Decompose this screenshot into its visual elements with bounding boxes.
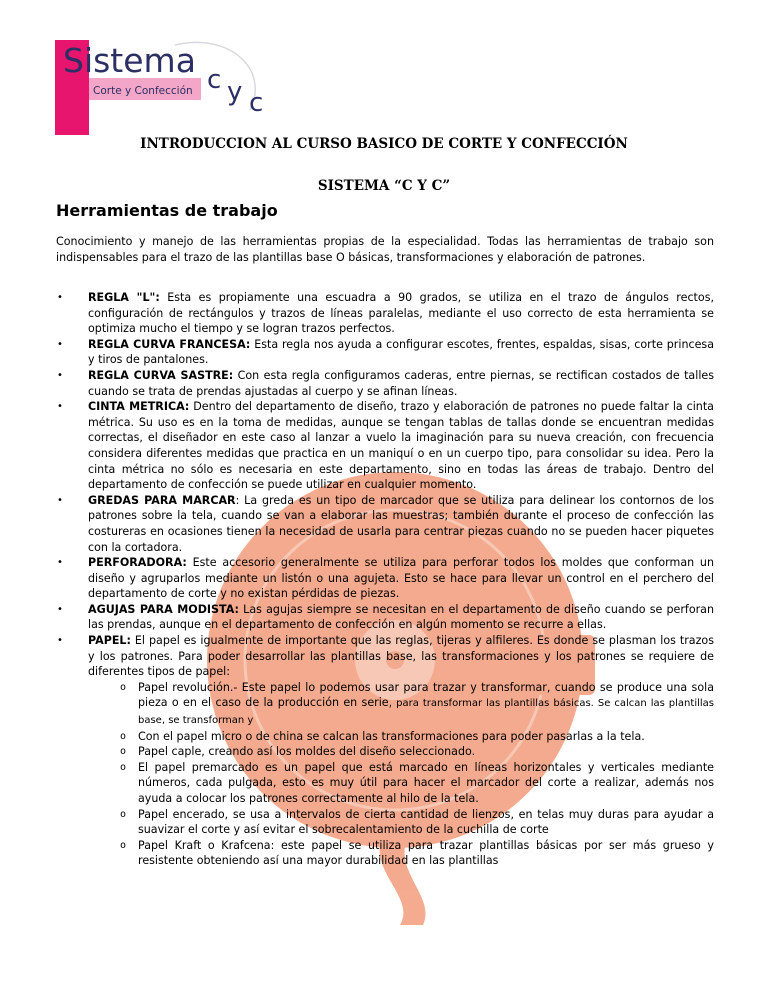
logo-tagline: Corte y Confección xyxy=(93,85,193,97)
tool-term: PAPEL: xyxy=(88,634,131,648)
list-item xyxy=(120,807,714,838)
list-item xyxy=(56,602,714,633)
list-item xyxy=(56,493,714,555)
list-item xyxy=(56,368,714,399)
paper-description: Papel Kraft o Krafcena: este papel se utiliza para trazar plantillas básicas por ser más grueso y resistente obteniendo así una mayor durabilidad en las plantillas xyxy=(138,838,714,868)
tool-description: Dentro del departamento de diseño, trazo y elaboración de patrones no puede faltar la cinta métrica. Su uso es en la toma de medidas, aunque se tengan tablas de tallas donde se encuentran medidas correctas, el diseñador en este caso al lanzar a vuelo la imaginación para su nueva creación, con frecuencia considera diferentes medidas que practica en un maniquí o en un cuerpo tipo, para consolidar su idea. Pero la cinta métrica no sólo es necesaria en este departamento, sino en todas las áreas de trabajo. Dentro del departamento de confección se puede utilizar en cualquier momento. xyxy=(88,400,714,492)
tool-term: PERFORADORA: xyxy=(88,556,187,570)
tool-term: REGLA CURVA SASTRE: xyxy=(88,368,234,382)
logo-mark-c1: c xyxy=(207,65,222,95)
tool-term: AGUJAS PARA MODISTA: xyxy=(88,602,239,616)
tools-list xyxy=(56,290,714,869)
logo-mark-y: y xyxy=(227,77,243,107)
list-item xyxy=(120,729,714,745)
tool-term: REGLA "L": xyxy=(88,291,160,304)
paper-description: Con el papel micro o de china se calcan las transformaciones para poder pasarlas a la tela. xyxy=(138,729,645,743)
tool-description: : La greda es un tipo de marcador que se utiliza para delinear los contornos de los patrones sobre la tela, cuando se van a elaborar las muestras; también durante el proceso de confección las costureras en ocasiones tienen la necesidad de usarla para centrar piezas cuando no se pueden hacer piquetes con la cortadora. xyxy=(88,493,714,554)
document-title: INTRODUCCION AL CURSO BASICO DE CORTE Y CONFECCIÓN xyxy=(140,136,628,152)
tool-description: Las agujas siempre se necesitan en el departamento de diseño cuando se perforan las prendas, aunque en el departamento de confección en algún momento se recurre a ellas. xyxy=(88,602,715,632)
list-item xyxy=(56,633,714,869)
list-item xyxy=(120,744,714,760)
tool-description: Esta es propiamente una escuadra a 90 grados, se utiliza en el trazo de ángulos rectos, configuración de rectángulos y trazos de líneas paralelas, mediante el uso correcto de esta herramienta se optimiza mucho el tiempo y se logran trazos perfectos. xyxy=(88,291,714,336)
list-item xyxy=(56,399,714,493)
list-item xyxy=(120,760,714,807)
tool-description: Con esta regla configuramos caderas, entre piernas, se rectifican costados de talles cuando se trata de prendas ajustadas al cuerpo y se afinan líneas. xyxy=(88,368,715,398)
list-item xyxy=(56,555,714,602)
paper-description: Papel caple, creando así los moldes del diseño seleccionado. xyxy=(138,745,476,759)
tool-description: Esta regla nos ayuda a configurar escotes, frentes, espaldas, sisas, corte princesa y tiros de pantalones. xyxy=(88,337,714,367)
list-item xyxy=(56,337,714,368)
logo-mark-c2: c xyxy=(249,88,264,118)
tool-term: REGLA CURVA FRANCESA: xyxy=(88,337,251,351)
logo-brand-text: Sistema xyxy=(63,41,196,80)
list-item xyxy=(120,838,714,869)
intro-paragraph: Conocimiento y manejo de las herramientas propias de la especialidad. Todas las herramientas de trabajo son indispensables para el trazo de las plantillas base O básicas, transformaciones y elaboración de patrones. xyxy=(56,235,714,264)
tool-term: CINTA METRICA: xyxy=(88,400,190,414)
list-item xyxy=(120,680,714,729)
paper-types-list xyxy=(88,680,714,869)
paper-description-continued: para transformar las plantillas básicas. Se calcan las plantillas base, se transforman y xyxy=(138,698,714,727)
list-item xyxy=(56,290,714,337)
tool-description: Este accesorio generalmente se utiliza para perforar todos los moldes que conforman un diseño y agruparlos mediante un listón o una agujeta. Esto se hace para llevar un control en el perchero del departamento de corte y no existan pérdidas de piezas. xyxy=(88,556,714,601)
tool-term: GREDAS PARA MARCAR xyxy=(88,493,236,507)
paper-description: El papel premarcado es un papel que está marcado en líneas horizontales y verticales mediante números, cada pulgada, esto es muy útil para hacer el marcador del corte a realizar, además nos ayuda a colocar los patrones correctamente al hilo de la tela. xyxy=(138,760,714,805)
tool-description: El papel es igualmente de importante que las reglas, tijeras y alfileres. Es donde se plasman los trazos y los patrones. Para poder desarrollar las plantillas base, las transformaciones y los patrones se requiere de diferentes tipos de papel: xyxy=(88,634,714,679)
paper-description: Papel revolución.- Este papel lo podemos usar para trazar y transformar, cuando se produce una sola pieza o en el caso de la producción en serie, xyxy=(138,680,714,710)
section-heading: Herramientas de trabajo xyxy=(56,201,278,220)
document-subtitle: SISTEMA “C Y C” xyxy=(317,178,451,194)
sistema-cyc-logo xyxy=(55,40,305,135)
paper-description: Papel encerado, se usa a intervalos de cierta cantidad de lienzos, en telas muy duras para ayudar a suavizar el corte y así evitar el sobrecalentamiento de la cuchilla de corte xyxy=(138,807,714,837)
